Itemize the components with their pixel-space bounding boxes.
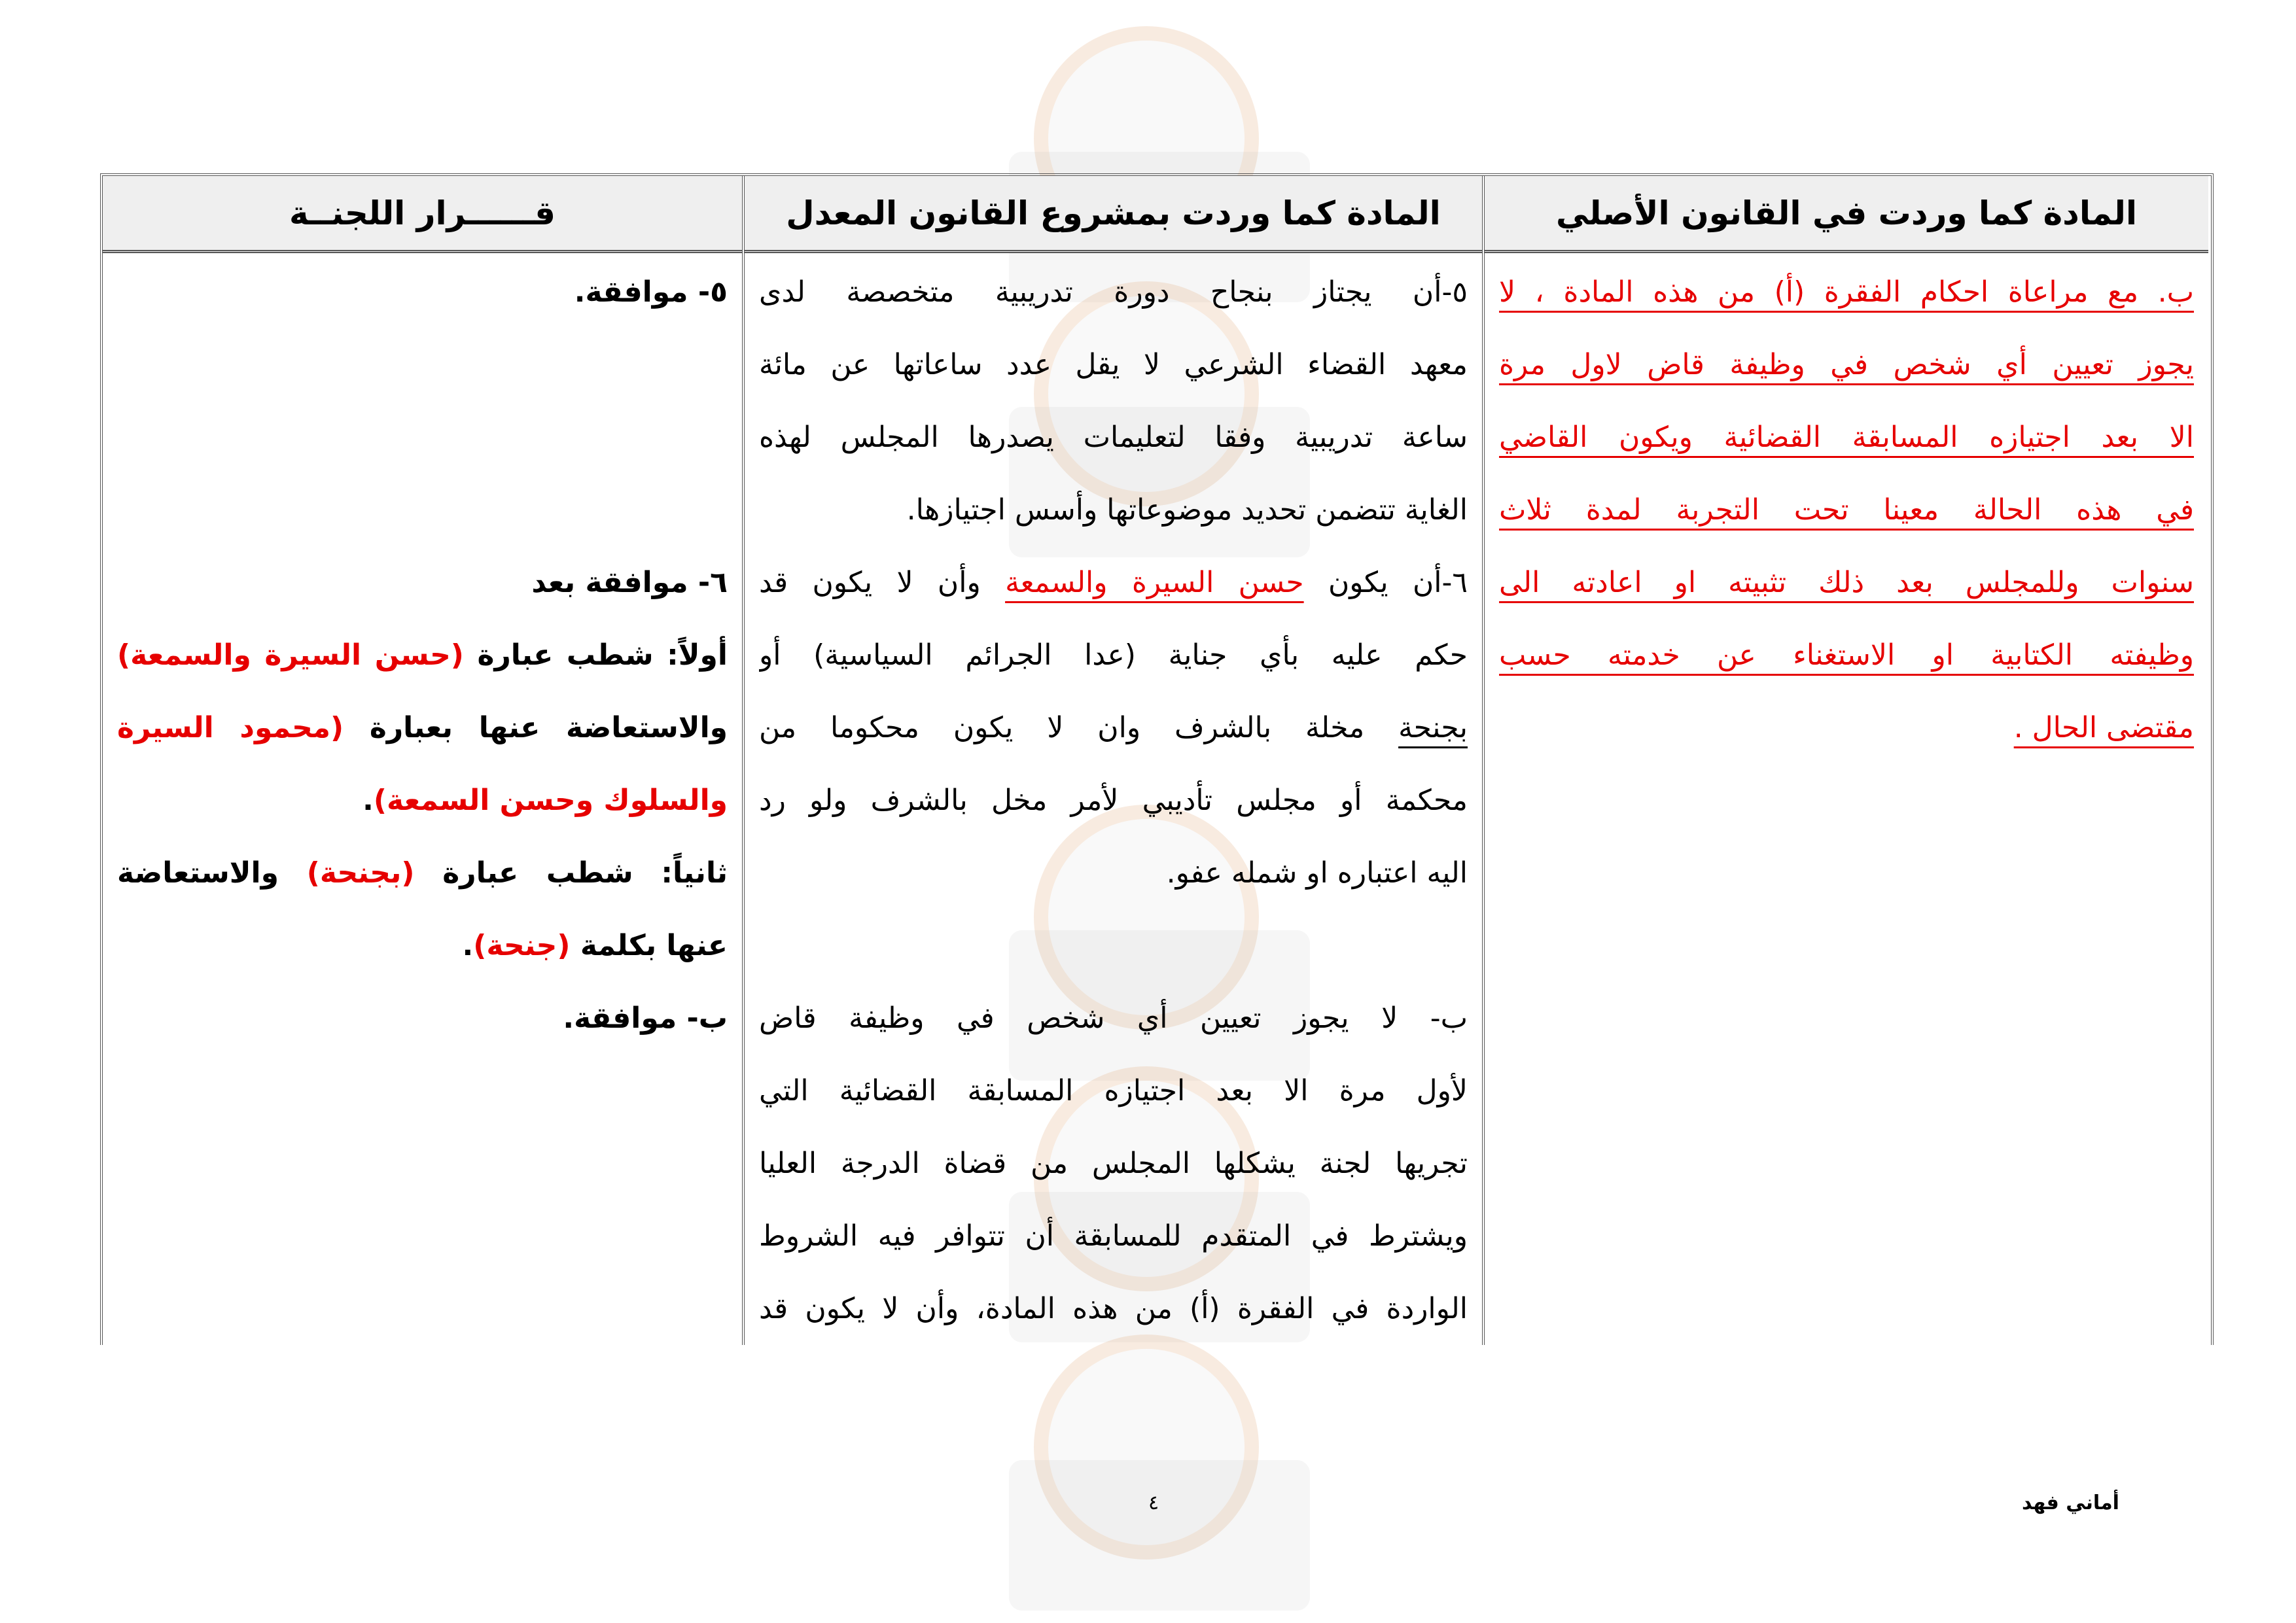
text-line	[1499, 546, 2194, 619]
text-line	[759, 982, 1468, 1055]
text-segment: ب- موافقة.	[563, 1002, 728, 1035]
highlighted-text: (محمود السيرة	[117, 711, 344, 744]
text-line	[759, 1200, 1468, 1272]
text-line	[759, 328, 1468, 401]
text-segment: لأول مرة الا بعد اجتيازه المسابقة القضائية التي	[759, 1074, 1468, 1108]
text-line	[759, 619, 1468, 691]
text-segment: وأن لا يكون قد	[759, 566, 1006, 599]
highlighted-text: وظيفته الكتابية او الاستغناء عن خدمته حسب	[1499, 638, 2194, 672]
text-segment: ساعة تدريبية وفقا لتعليمات يصدرها المجلس لهذه	[759, 421, 1468, 454]
text-segment: عنها بكلمة	[570, 929, 728, 962]
text-segment: والاستعاضة	[117, 856, 307, 890]
text-line	[117, 328, 728, 401]
text-line	[759, 691, 1468, 764]
text-line	[1499, 401, 2194, 474]
text-line	[117, 909, 728, 982]
text-line	[759, 401, 1468, 474]
text-line	[1499, 256, 2194, 328]
column-original-law	[1482, 176, 2208, 1345]
text-line	[117, 619, 728, 691]
cell-amended-law	[745, 253, 1482, 1345]
text-line	[759, 546, 1468, 619]
text-line	[759, 909, 1468, 982]
author-name: أماني فهد	[2022, 1492, 2119, 1514]
text-segment: ثانياً: شطب عبارة	[414, 856, 728, 890]
highlighted-text: حسن السيرة والسمعة	[1005, 566, 1304, 599]
text-segment: والاستعاضة عنها بعبارة	[344, 711, 728, 744]
text-segment: ويشترط في المتقدم للمسابقة أن تتوافر فيه الشروط	[759, 1219, 1468, 1253]
page-number: ٤	[1148, 1492, 1159, 1514]
column-amended-law	[742, 176, 1482, 1345]
cell-original-law	[1485, 253, 2208, 764]
text-segment: .	[462, 929, 474, 962]
text-segment: الغاية تتضمن تحديد موضوعاتها وأسس اجتيازها.	[906, 493, 1468, 527]
text-segment: معهد القضاء الشرعي لا يقل عدد ساعاتها عن مائة	[759, 348, 1468, 381]
watermark-logo	[1034, 1335, 1259, 1560]
text-line	[117, 764, 728, 837]
column-header: المادة كما وردت بمشروع القانون المعدل	[745, 176, 1482, 253]
text-line	[117, 837, 728, 909]
highlighted-text: (بجنحة)	[306, 856, 415, 890]
text-segment: ٥-أن يجتاز بنجاح دورة تدريبية متخصصة لدى	[759, 275, 1468, 309]
comparison-table	[100, 173, 2214, 1345]
highlighted-text: مقتضى الحال .	[2013, 711, 2194, 744]
column-header: قــــــرار اللجنــة	[103, 176, 742, 253]
highlighted-text: والسلوك وحسن السمعة)	[373, 784, 728, 817]
text-segment: .	[362, 784, 374, 817]
text-segment: الواردة في الفقرة (أ) من هذه المادة، وأن لا يكون قد	[759, 1292, 1468, 1325]
text-segment: مخلة بالشرف وان لا يكون محكوما من	[759, 711, 1399, 744]
text-line	[759, 256, 1468, 328]
text-line	[117, 546, 728, 619]
text-line	[1499, 619, 2194, 691]
text-line	[1499, 691, 2194, 764]
text-line	[759, 764, 1468, 837]
column-header: المادة كما وردت في القانون الأصلي	[1485, 176, 2208, 253]
text-segment: حكم عليه بأي جناية (عدا الجرائم السياسية) أو	[759, 638, 1468, 672]
text-line	[1499, 474, 2194, 546]
text-segment: بجنحة	[1398, 711, 1468, 744]
text-line	[759, 1127, 1468, 1200]
text-line	[759, 474, 1468, 546]
text-segment: ب- لا يجوز تعيين أي شخص في وظيفة قاض	[759, 1002, 1468, 1035]
highlighted-text: الا بعد اجتيازه المسابقة القضائية ويكون القاضي	[1499, 421, 2194, 454]
text-line	[117, 982, 728, 1055]
highlighted-text: سنوات وللمجلس بعد ذلك تثبيته او اعادته الى	[1499, 566, 2194, 599]
text-line	[1499, 328, 2194, 401]
highlighted-text: (جنحة)	[473, 929, 571, 962]
text-line	[117, 474, 728, 546]
text-segment: تجريها لجنة يشكلها المجلس من قضاة الدرجة العليا	[759, 1147, 1468, 1180]
highlighted-text: يجوز تعيين أي شخص في وظيفة قاض لاول مرة	[1499, 348, 2194, 381]
column-committee-decision	[103, 176, 742, 1345]
cell-committee-decision	[103, 253, 742, 1055]
text-segment: محكمة أو مجلس تأديبي لأمر مخل بالشرف ولو رد	[759, 784, 1468, 817]
text-segment: اليه اعتباره او شمله عفو.	[1166, 856, 1468, 890]
text-line	[759, 1272, 1468, 1345]
text-line	[759, 837, 1468, 909]
text-line	[759, 1055, 1468, 1127]
text-segment: ٥- موافقة.	[574, 275, 728, 309]
text-segment: ٦- موافقة بعد	[531, 566, 728, 599]
text-segment: أولاً: شطب عبارة	[463, 638, 728, 672]
text-segment: ٦-أن يكون	[1303, 566, 1468, 599]
text-line	[117, 401, 728, 474]
text-line	[117, 256, 728, 328]
text-line	[117, 691, 728, 764]
highlighted-text: ب. مع مراعاة احكام الفقرة (أ) من هذه المادة ، لا	[1499, 275, 2194, 309]
highlighted-text: في هذه الحالة معينا تحت التجربة لمدة ثلاث	[1499, 493, 2194, 527]
highlighted-text: (حسن السيرة والسمعة)	[117, 638, 464, 672]
